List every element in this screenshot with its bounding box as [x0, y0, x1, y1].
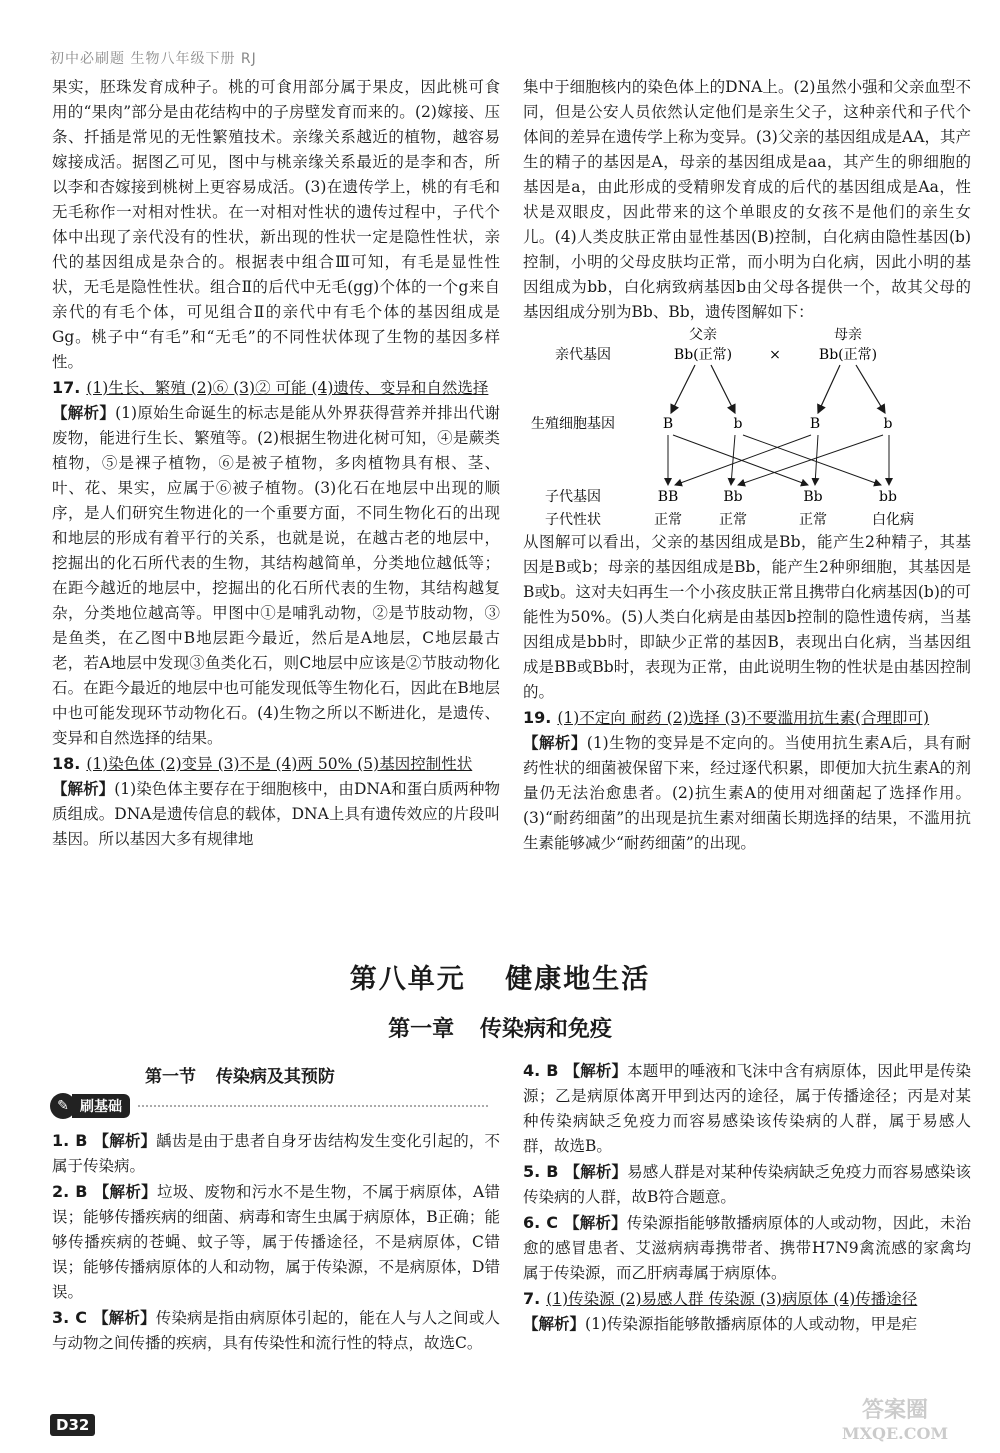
gamete-gene-label: 生殖细胞基因 [531, 416, 615, 432]
analysis-label: 【解析】 [564, 1062, 628, 1080]
child-trait: 正常 [654, 512, 682, 528]
section-title: 第一节 传染病及其预防 [145, 1067, 335, 1087]
analysis-text: (1)原始生命诞生的标志是能从外界获得营养并排出代谢废物，能进行生长、繁殖等。(2)根据生物进化树可知，④是蕨类植物，⑤是裸子植物，⑥是被子植物，多肉植物具有根、茎、叶、花、果实，应属于⑥被子植物。(3)化石在地层中出现的顺序，是人们研究生物进化的一个重要方面，不同生物化石的出现和地层的形成有着平行的关系，也就是说，在越古老的地层中，挖掘出的化石所代表的生物，其结构越简单，分类地位越低等；在距今越近的地层中，挖掘出的化石所代表的生物，其结构越复杂，分类地位越高等。甲图中①是哺乳动物，②是节肢动物，③是鱼类，在乙图中B地层距今最近，然后是A地层，C地层最古老，若A地层中发现③鱼类化石，则C地层中应该是②节肢动物化石。在距今最近的地层中也可能发现低等生物化石，因此在B地层中也可能发现环节动物化石。(4)生物之所以不断进化，是遗传、变异和自然选择的结果。 [52, 404, 500, 747]
question-number: 6. [523, 1213, 541, 1232]
father-gene: Bb(正常) [673, 347, 733, 363]
analysis [523, 731, 971, 856]
parent-gene-label: 亲代基因 [555, 347, 611, 363]
analysis-label: 【解析】 [563, 1214, 627, 1232]
child-gene: Bb [803, 489, 823, 505]
child-gene: Bb [723, 489, 743, 505]
analysis-text: (1)传染源指能够散播病原体的人或动物，甲是疟 [585, 1315, 917, 1333]
question-item [523, 1159, 971, 1210]
question-item [523, 1210, 971, 1286]
gamete: B [662, 416, 674, 432]
child-trait: 正常 [799, 512, 827, 528]
right-column [523, 75, 971, 856]
child-gene: BB [657, 489, 679, 505]
gamete: B [809, 416, 821, 432]
analysis [52, 777, 500, 852]
mother-label: 母亲 [834, 327, 862, 343]
question-number: 17. [52, 378, 81, 397]
genetic-diagram [523, 325, 971, 530]
child-gene: bb [879, 489, 897, 505]
analysis-text: (1)生物的变异是不定向的。当使用抗生素A后，具有耐药性状的细菌被保留下来，经过逐代积累，即便加大抗生素A的剂量仍无法治愈患者。(2)抗生素A的使用对细菌起了选择作用。(3)“耐药细菌”的出现是抗生素对细菌长期选择的结果，不滥用抗生素能够减少“耐药细菌”的出现。 [523, 734, 971, 852]
question-number: 4. [523, 1061, 541, 1080]
dotted-divider [138, 1105, 488, 1107]
left-column [52, 75, 500, 852]
watermark-logo [820, 1389, 970, 1445]
analysis-label: 【解析】 [93, 1183, 157, 1201]
analysis-label: 【解析】 [523, 734, 587, 752]
question-item [523, 1058, 971, 1159]
question-number: 1. [52, 1131, 70, 1150]
bottom-right-column [523, 1058, 971, 1337]
mother-gene: Bb(正常) [818, 347, 878, 363]
analysis-text: (1)染色体主要存在于细胞核中，由DNA和蛋白质两种物质组成。DNA是遗传信息的载体，DNA上具有遗传效应的片段叫基因。所以基因大多有规律地 [52, 780, 500, 848]
paragraph: 果实，胚珠发育成种子。桃的可食用部分属于果皮，因此桃可食用的“果肉”部分是由花结构中的子房壁发育而来的。(2)嫁接、压条、扦插是常见的无性繁殖技术。亲缘关系越近的植物，越容易嫁接成活。据图乙可见，图中与桃亲缘关系最近的是李和杏，所以李和杏嫁接到桃树上更容易成活。(3)在遗传学上，桃的有毛和无毛称作一对相对性状。在一对相对性状的遗传过程中，子代个体中出现了亲代没有的性状，新出现的性状一定是隐性性状，亲代的基因组成是杂合的。根据表中组合Ⅲ可知，有毛是显性性状，无毛是隐性性状。组合Ⅱ的后代中无毛(gg)个体的一个g来自亲代的有毛个体，可见组合Ⅱ的亲代中有毛个体的基因组成是Gg。桃子中“有毛”和“无毛”的不同性状体现了生物的基因多样性。 [52, 78, 500, 371]
child-gene-label: 子代基因 [545, 489, 601, 505]
analysis-label: 【解析】 [564, 1163, 628, 1181]
question-number: 3. [52, 1308, 70, 1327]
practice-badge [50, 1093, 488, 1119]
page-number: D32 [50, 1414, 95, 1436]
question-number: 5. [523, 1162, 541, 1181]
svg-text:MXQE.COM: MXQE.COM [841, 1424, 949, 1443]
question-18 [52, 751, 500, 777]
question-number: 19. [523, 708, 552, 727]
analysis-text: 垃圾、废物和污水不是生物，不属于病原体，A错误；能够传播疾病的细菌、病毒和寄生虫属于病原体，B正确；能够传播疾病的苍蝇、蚊子等，属于传播途径，不是病原体，C错误；能够传播病原体的人和动物，属于传染源，不是病原体，D错误。 [52, 1183, 500, 1301]
answer-choice: B [75, 1131, 88, 1150]
analysis-text: 本题甲的唾液和飞沫中含有病原体，因此甲是传染源；乙是病原体离开甲到达丙的途径，属于传播途径；丙是对某种传染病缺乏免疫力而容易感染该传染病的人群，属于易感人群，故选B。 [523, 1062, 971, 1155]
page-header: 初中必刷题 生物八年级下册 RJ [50, 51, 257, 67]
answer: (1)染色体 (2)变异 (3)不是 (4)两 50% (5)基因控制性状 [86, 755, 473, 773]
cross-symbol: × [769, 347, 781, 363]
analysis-text: 传染病是指由病原体引起的，能在人与人之间或人与动物之间传播的疾病，具有传染性和流行性的特点，故选C。 [52, 1309, 500, 1352]
analysis-text: 传染源指能够散播病原体的人或动物，因此，未治愈的感冒患者、艾滋病病毒携带者、携带H7N9禽流感的家禽均属于传染源，而乙肝病毒属于病原体。 [523, 1214, 971, 1282]
question-7 [523, 1286, 971, 1312]
paragraph: 集中于细胞核内的染色体上的DNA上。(2)虽然小强和父亲血型不同，但是公安人员依然认定他们是亲生父子，这种亲代和子代个体间的差异在遗传学上称为变异。(3)父亲的基因组成是AA，其产生的精子的基因是A，母亲的基因组成是aa，其产生的卵细胞的基因是a，由此形成的受精卵发育成的后代的基因组成是Aa，性状是双眼皮，因此带来的这个单眼皮的女孩不是他们的亲生女儿。(4)人类皮肤正常由显性基因(B)控制，白化病由隐性基因(b)控制，小明的父母皮肤均正常，而小明为白化病，因此小明的基因组成为bb，白化病致病基因b由父母各提供一个，故其父母的基因组成分别为Bb、Bb，遗传图解如下： [523, 78, 971, 321]
analysis-text: 龋齿是由于患者自身牙齿结构发生变化引起的，不属于传染病。 [52, 1132, 500, 1175]
gamete: b [733, 416, 743, 432]
question-19 [523, 705, 971, 731]
answer-choice: C [75, 1308, 87, 1327]
bottom-left-column [52, 1128, 500, 1356]
brush-icon: ✎ [50, 1093, 76, 1119]
analysis-label: 【解析】 [52, 404, 116, 422]
badge-label: 刷基础 [72, 1094, 130, 1118]
analysis-label: 【解析】 [92, 1309, 156, 1327]
question-item [52, 1305, 500, 1356]
analysis [523, 1312, 971, 1337]
analysis-label: 【解析】 [523, 1315, 586, 1333]
answer: (1)传染源 (2)易感人群 传染源 (3)病原体 (4)传播途径 [546, 1290, 918, 1308]
answer-choice: B [75, 1182, 88, 1201]
father-label: 父亲 [689, 327, 717, 343]
question-item [52, 1179, 500, 1305]
question-number: 18. [52, 754, 81, 773]
child-trait: 正常 [719, 512, 747, 528]
svg-text:答案圈: 答案圈 [861, 1397, 929, 1423]
answer-choice: C [546, 1213, 558, 1232]
analysis [52, 401, 500, 751]
question-number: 2. [52, 1182, 70, 1201]
analysis-label: 【解析】 [93, 1132, 157, 1150]
question-item [52, 1128, 500, 1179]
question-17 [52, 375, 500, 401]
child-trait: 白化病 [872, 512, 914, 528]
answer: (1)生长、繁殖 (2)⑥ (3)② 可能 (4)遗传、变异和自然选择 [86, 379, 489, 397]
answer-choice: B [546, 1162, 559, 1181]
chapter-title: 第一章 传染病和免疫 [388, 1017, 612, 1042]
analysis-label: 【解析】 [52, 780, 115, 798]
analysis-text: 易感人群是对某种传染病缺乏免疫力而容易感染该传染病的人群，故B符合题意。 [523, 1163, 971, 1206]
gamete: b [883, 416, 893, 432]
answer-choice: B [546, 1061, 559, 1080]
child-trait-label: 子代性状 [545, 512, 601, 528]
unit-title: 第八单元 健康地生活 [349, 964, 651, 995]
answer: (1)不定向 耐药 (2)选择 (3)不要滥用抗生素(合理即可) [557, 709, 930, 727]
paragraph: 从图解可以看出，父亲的基因组成是Bb，能产生2种精子，其基因是B或b；母亲的基因组成是Bb，能产生2种卵细胞，其基因是B或b。这对夫妇再生一个小孩皮肤正常且携带白化病基因(b)的可能性为50%。(5)人类白化病是由基因b控制的隐性遗传病，当基因组成是bb时，即缺少正常的基因B，表现出白化病，当基因组成是BB或Bb时，表现为正常，由此说明生物的性状是由基因控制的。 [523, 533, 971, 701]
question-number: 7. [523, 1289, 541, 1308]
